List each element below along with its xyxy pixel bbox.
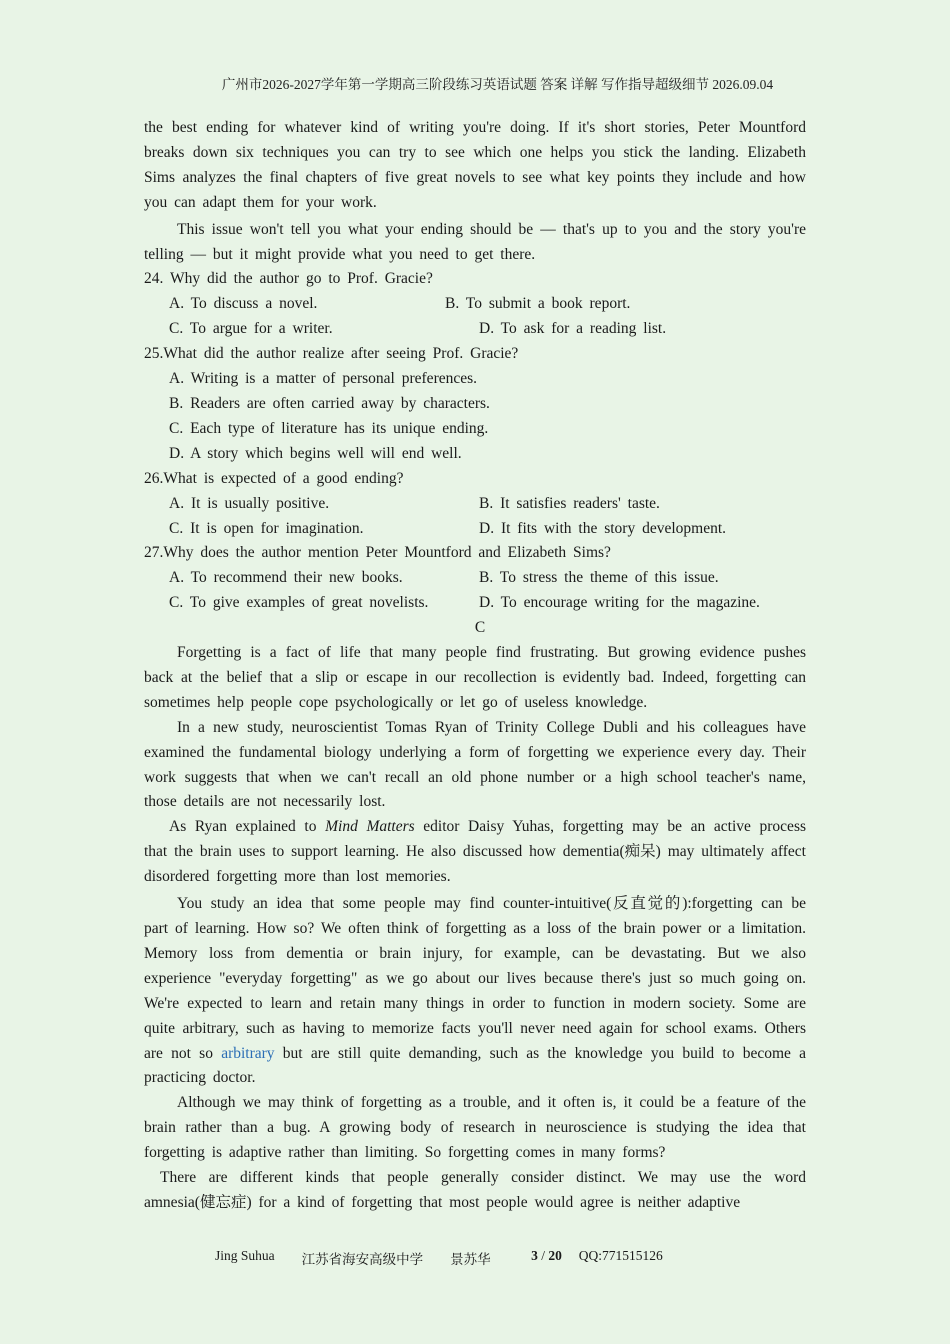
- magazine-title: Mind Matters: [325, 818, 415, 836]
- page-footer: [215, 1248, 663, 1268]
- option-b: B. Readers are often carried away by characters.: [169, 394, 490, 412]
- passage-b-paragraph: This issue won't tell you what your ending should be — that's up to you and the story you're telling — but it might provide what you need to get there.: [144, 220, 806, 263]
- footer-school: 江苏省海安高级中学: [301, 1252, 424, 1267]
- option-c: C. To argue for a writer.: [169, 320, 333, 338]
- option-row: [144, 292, 806, 317]
- question-stem: 27.Why does the author mention Peter Mountford and Elizabeth Sims?: [144, 544, 611, 562]
- option-row: [144, 492, 806, 517]
- passage-c-paragraph: [144, 892, 806, 1091]
- option-d: D. To encourage writing for the magazine.: [479, 594, 760, 612]
- question-stem: 24. Why did the author go to Prof. Gracie?: [144, 270, 433, 288]
- option-a: A. It is usually positive.: [169, 494, 330, 512]
- option-row: [144, 566, 806, 591]
- option-d: D. A story which begins well will end well.: [169, 444, 462, 462]
- option-c: C. It is open for imagination.: [169, 519, 364, 537]
- page-header: 广州市2026-2027学年第一学期高三阶段练习英语试题 答案 详解 写作指导超级细节 2026.09.04: [221, 77, 774, 92]
- option-d: D. It fits with the story development.: [479, 519, 727, 537]
- passage-c-paragraph: Although we may think of forgetting as a trouble, and it often is, it could be a feature of the brain rather than a bug. A growing body of research in neuroscience is studying the idea that forgetting is adaptive rather than limiting. So forgetting comes in many forms?: [144, 1094, 806, 1162]
- question-stem: 26.What is expected of a good ending?: [144, 469, 404, 487]
- option-c: C. Each type of literature has its unique ending.: [169, 419, 489, 437]
- page-total: 20: [548, 1248, 562, 1263]
- option-c: C. To give examples of great novelists.: [169, 594, 429, 612]
- text-run: As Ryan explained to: [169, 818, 326, 836]
- option-b: B. To stress the theme of this issue.: [479, 569, 719, 587]
- text-run: but are still quite demanding, such as the knowledge you build to become a practicing doctor.: [144, 1044, 806, 1087]
- page-content: [144, 116, 806, 1216]
- option-row: [144, 591, 806, 616]
- page-separator: /: [537, 1248, 549, 1263]
- option-a: A. To discuss a novel.: [169, 295, 318, 313]
- passage-c-paragraph: [144, 815, 806, 890]
- option-b: B. It satisfies readers' taste.: [479, 494, 660, 512]
- option-b: B. To submit a book report.: [445, 295, 631, 313]
- passage-b-paragraph: the best ending for whatever kind of writing you're doing. If it's short stories, Peter Mountford breaks down six techniques you can try to see which one helps you stick the landing. Elizabeth Sims analyzes the final chapters of five great novels to see what key points they include and how you can adapt them for your work.: [144, 119, 806, 211]
- question-stem: 25.What did the author realize after seeing Prof. Gracie?: [144, 345, 519, 363]
- highlighted-word[interactable]: arbitrary: [221, 1044, 275, 1062]
- option-row: [144, 517, 806, 542]
- text-run: You study an idea that some people may find counter-intuitive(反直觉的):forgetting can be part of learning. How so? We often think of forgetting as a loss of the brain power or a limitation. Memory loss from dementia or brain injury, for example, can be devastating. But we also experience "everyday forgetting" as we go about our lives because there's just so much going on. We're expected to learn and retain many things in order to function in modern society. Some are quite arbitrary, such as having to memorize facts you'll never need again for school exams. Others are not so: [144, 895, 806, 1062]
- option-row: [144, 317, 806, 342]
- footer-author: Jing Suhua: [215, 1248, 275, 1263]
- page-current: 3: [531, 1248, 538, 1263]
- text-run: editor Daisy Yuhas, forgetting may be an active process that the brain uses to support learning. He also discussed how dementia(痴呆) may ultimately affect disordered forgetting more than lost memories.: [144, 818, 807, 886]
- passage-c-paragraph: There are different kinds that people generally consider distinct. We may use the word amnesia(健忘症) for a kind of forgetting that most people would agree is neither adaptive: [144, 1169, 806, 1211]
- option-d: D. To ask for a reading list.: [479, 320, 667, 338]
- passage-c-paragraph: Forgetting is a fact of life that many people find frustrating. But growing evidence pushes back at the belief that a slip or escape in our recollection is evidently bad. Indeed, forgetting can sometimes help people cope psychologically or let go of useless knowledge.: [144, 644, 806, 711]
- option-a: A. To recommend their new books.: [169, 569, 403, 587]
- footer-qq: QQ:771515126: [578, 1248, 663, 1263]
- passage-c-paragraph: In a new study, neuroscientist Tomas Ryan of Trinity College Dubli and his colleagues have examined the fundamental biology underlying a form of forgetting we experience every day. Their work suggests that when we can't recall an old phone number or a high school teacher's name, those details are not necessarily lost.: [144, 718, 806, 811]
- section-label: C: [474, 619, 486, 637]
- option-a: A. Writing is a matter of personal preferences.: [169, 370, 478, 388]
- footer-author-cn: 景苏华: [450, 1252, 491, 1267]
